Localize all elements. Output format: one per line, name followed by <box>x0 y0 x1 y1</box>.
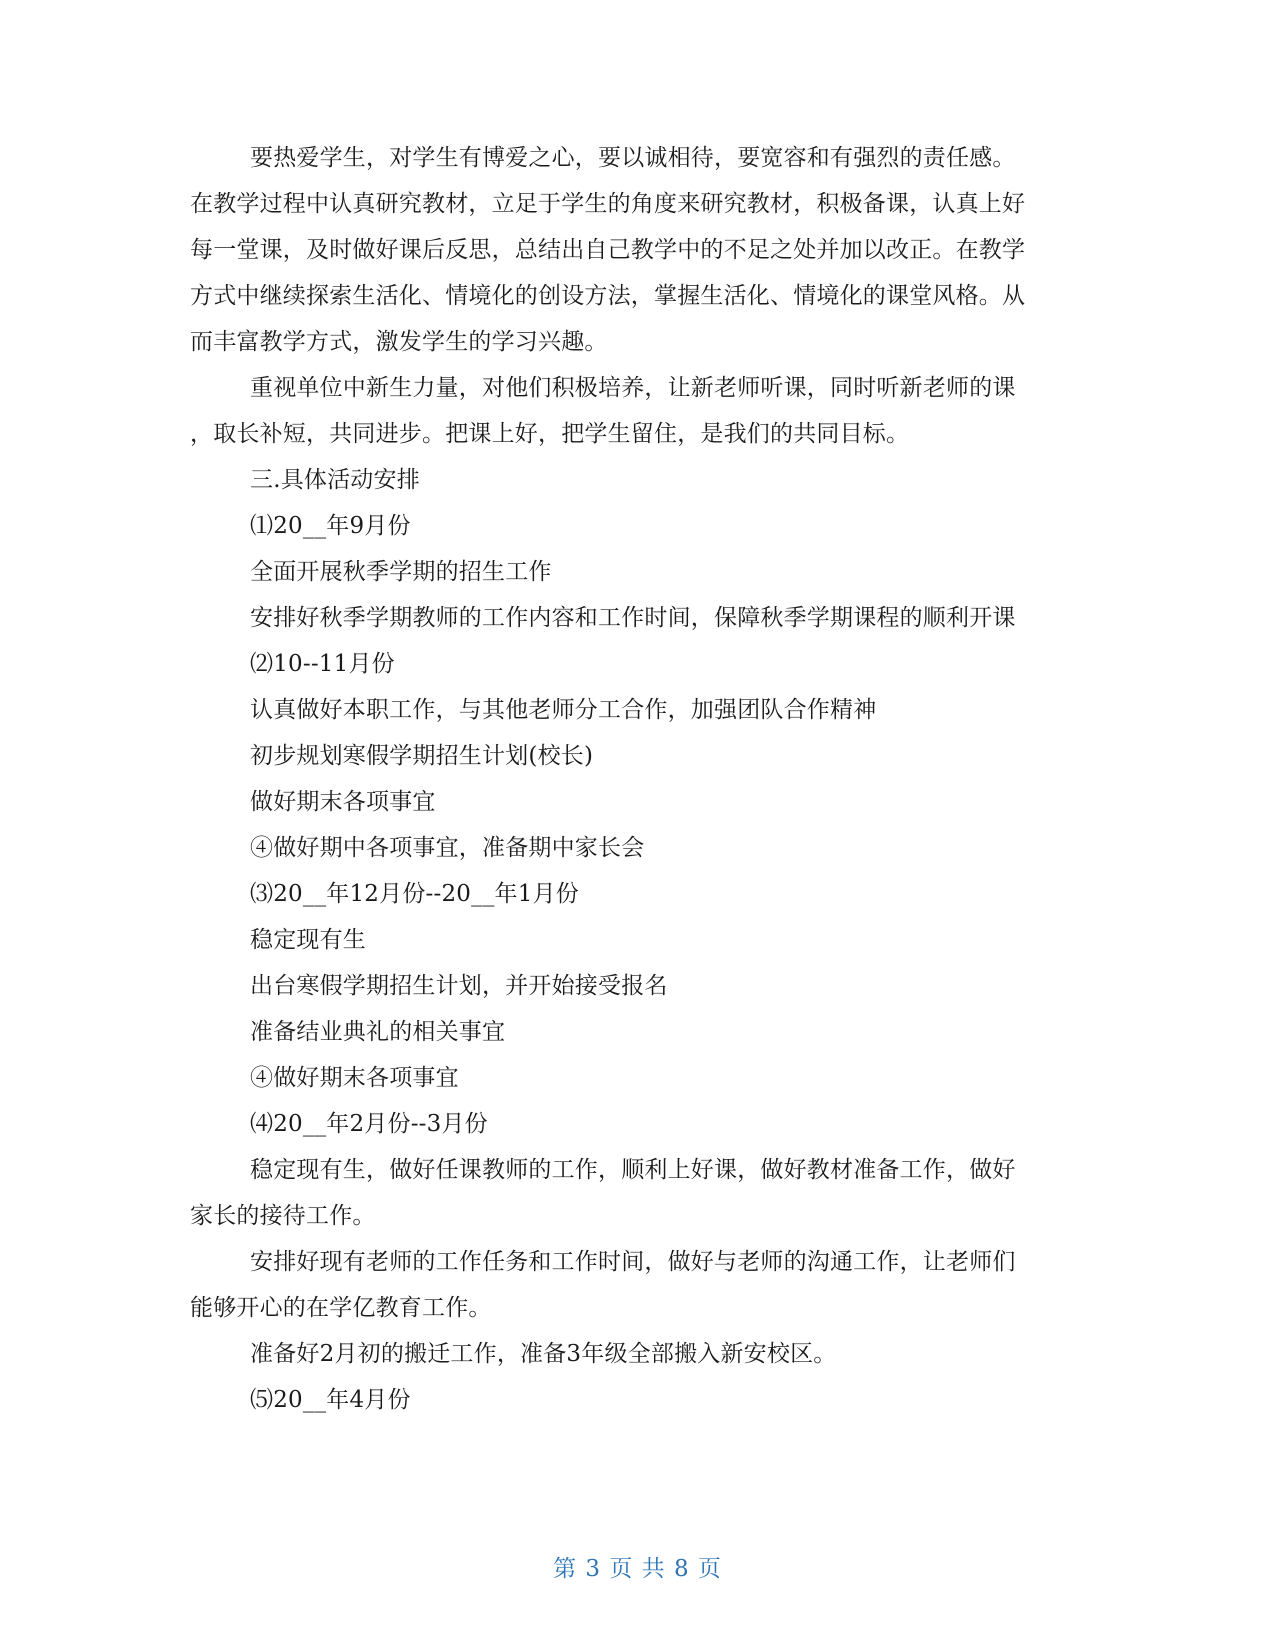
list-item: 认真做好本职工作，与其他老师分工合作，加强团队合作精神 <box>250 697 877 723</box>
list-item: ④做好期中各项事宜，准备期中家长会 <box>250 835 645 861</box>
paragraph-line: 方式中继续探索生活化、情境化的创设方法，掌握生活化、情境化的课堂风格。从 <box>190 283 1026 309</box>
paragraph-line: 安排好现有老师的工作任务和工作时间，做好与老师的沟通工作，让老师们 <box>250 1249 1016 1275</box>
paragraph-line: ，取长补短，共同进步。把课上好，把学生留住，是我们的共同目标。 <box>190 421 910 447</box>
paragraph-line: 能够开心的在学亿教育工作。 <box>190 1295 492 1321</box>
list-item: 做好期末各项事宜 <box>250 789 436 815</box>
list-item: ⑸20__年4月份 <box>250 1387 411 1413</box>
list-item: ⑶20__年12月份--20__年1月份 <box>250 881 579 907</box>
paragraph-line: 准备好2月初的搬迁工作，准备3年级全部搬入新安校区。 <box>250 1341 837 1367</box>
list-item: ⑵10--11月份 <box>250 651 395 677</box>
paragraph-line: 重视单位中新生力量，对他们积极培养，让新老师听课，同时听新老师的课 <box>250 375 1016 401</box>
paragraph-line: 要热爱学生，对学生有博爱之心，要以诚相待，要宽容和有强烈的责任感。 <box>250 145 1016 171</box>
list-item: 初步规划寒假学期招生计划(校长) <box>250 743 594 769</box>
list-item: 准备结业典礼的相关事宜 <box>250 1019 506 1045</box>
list-item: 出台寒假学期招生计划，并开始接受报名 <box>250 973 668 999</box>
list-item: ⑴20__年9月份 <box>250 513 411 539</box>
list-item: 全面开展秋季学期的招生工作 <box>250 559 552 585</box>
paragraph-line: 家长的接待工作。 <box>190 1203 376 1229</box>
page-number-footer: 第 3 页 共 8 页 <box>553 1556 722 1582</box>
section-heading: 三.具体活动安排 <box>250 467 420 493</box>
list-item: 稳定现有生 <box>250 927 366 953</box>
list-item: ④做好期末各项事宜 <box>250 1065 459 1091</box>
paragraph-line: 在教学过程中认真研究教材，立足于学生的角度来研究教材，积极备课，认真上好 <box>190 191 1026 217</box>
paragraph-line: 稳定现有生，做好任课教师的工作，顺利上好课，做好教材准备工作，做好 <box>250 1157 1016 1183</box>
paragraph-line: 而丰富教学方式，激发学生的学习兴趣。 <box>190 329 608 355</box>
list-item: ⑷20__年2月份--3月份 <box>250 1111 488 1137</box>
paragraph-line: 每一堂课，及时做好课后反思，总结出自己教学中的不足之处并加以改正。在教学 <box>190 237 1026 263</box>
list-item: 安排好秋季学期教师的工作内容和工作时间，保障秋季学期课程的顺利开课 <box>250 605 1016 631</box>
